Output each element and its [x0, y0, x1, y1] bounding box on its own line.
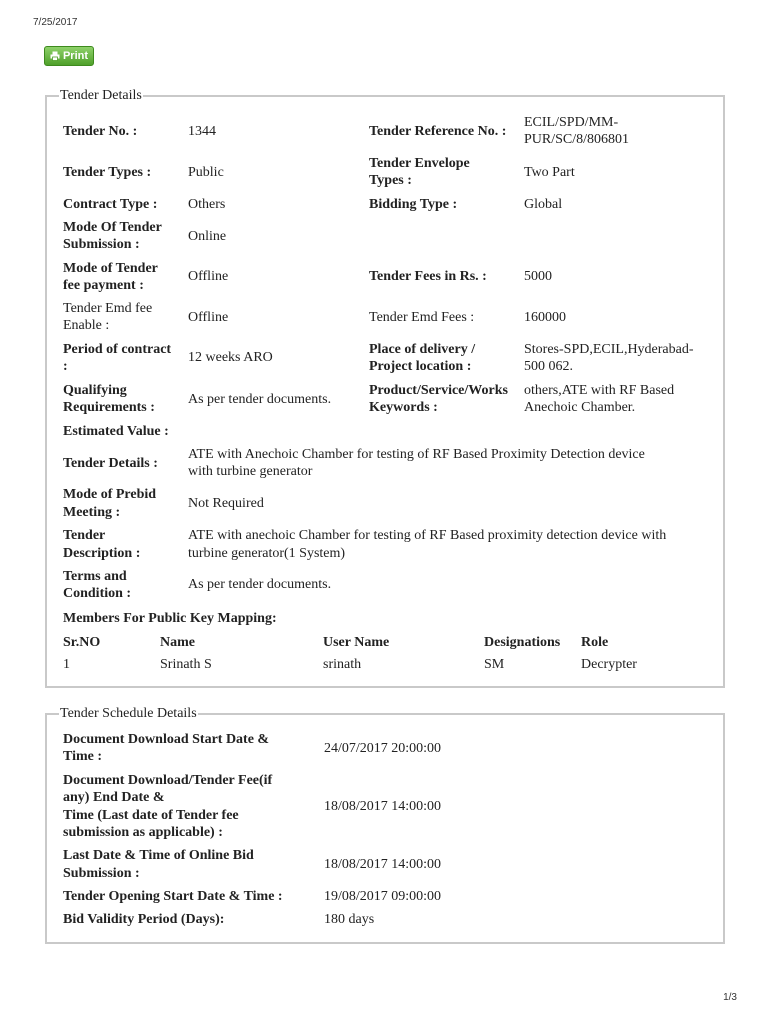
emd-enable-label-1: Tender Emd fee: [63, 301, 153, 316]
description-label-1: Tender: [63, 528, 106, 543]
keywords-value-1: others,ATE with RF Based: [524, 383, 675, 398]
mode-submission-label-2: Submission :: [63, 237, 140, 252]
delivery-label-2: Project location :: [369, 359, 472, 374]
tender-no-label: Tender No. :: [63, 124, 138, 139]
bidding-type-value: Global: [524, 197, 563, 212]
members-header-srno: Sr.NO: [63, 635, 101, 650]
members-cell-name: Srinath S: [160, 657, 212, 672]
emd-enable-value: Offline: [188, 310, 229, 325]
emd-enable-label-2: Enable :: [63, 318, 110, 333]
terms-value: As per tender documents.: [188, 577, 332, 592]
bid-end-value: 18/08/2017 14:00:00: [324, 857, 442, 872]
keywords-label-2: Keywords :: [369, 400, 438, 415]
period-label-2: :: [63, 359, 68, 374]
opening-value: 19/08/2017 09:00:00: [324, 889, 442, 904]
print-button[interactable]: [44, 46, 94, 66]
mode-submission-label-1: Mode Of Tender: [63, 220, 162, 235]
print-button-label: Print: [62, 50, 89, 62]
keywords-value-2: Anechoic Chamber.: [524, 400, 636, 415]
description-value-1: ATE with anechoic Chamber for testing of RF Based proximity detection device with: [188, 528, 667, 543]
envelope-label-2: Types :: [369, 173, 412, 188]
doc-end-value: 18/08/2017 14:00:00: [324, 799, 442, 814]
period-label-1: Period of contract: [63, 342, 172, 357]
members-header-name: Name: [160, 635, 195, 650]
tender-ref-label: Tender Reference No. :: [369, 124, 507, 139]
keywords-label-1: Product/Service/Works: [369, 383, 508, 398]
doc-start-label-1: Document Download Start Date &: [63, 732, 270, 747]
members-header-designations: Designations: [484, 635, 561, 650]
prebid-label-1: Mode of Prebid: [63, 487, 157, 502]
qualifying-value: As per tender documents.: [188, 392, 332, 407]
members-header-role: Role: [581, 635, 609, 650]
mode-submission-value: Online: [188, 229, 227, 244]
details-value-1: ATE with Anechoic Chamber for testing of RF Based Proximity Detection device: [188, 447, 645, 462]
tender-types-label: Tender Types :: [63, 165, 152, 180]
members-cell-designation: SM: [484, 657, 505, 672]
envelope-value: Two Part: [524, 165, 575, 180]
print-date: 7/25/2017: [33, 17, 78, 28]
doc-start-value: 24/07/2017 20:00:00: [324, 741, 442, 756]
terms-label-1: Terms and: [63, 569, 127, 584]
tender-ref-value-2: PUR/SC/8/806801: [524, 132, 630, 147]
tender-schedule-legend: Tender Schedule Details: [60, 706, 197, 721]
fee-payment-label-2: fee payment :: [63, 278, 144, 293]
validity-value: 180 days: [324, 912, 375, 927]
members-cell-role: Decrypter: [581, 657, 637, 672]
details-value-2: with turbine generator: [188, 464, 313, 479]
doc-end-label-1: Document Download/Tender Fee(if: [63, 773, 273, 788]
doc-end-label-3: Time (Last date of Tender fee: [63, 808, 239, 823]
description-label-2: Description :: [63, 546, 141, 561]
members-cell-srno: 1: [63, 657, 70, 672]
period-value: 12 weeks ARO: [188, 350, 273, 365]
members-header-username: User Name: [323, 635, 390, 650]
envelope-label-1: Tender Envelope: [369, 156, 470, 171]
delivery-value-1: Stores-SPD,ECIL,Hyderabad-: [524, 342, 694, 357]
doc-end-label-4: submission as applicable) :: [63, 825, 223, 840]
estimated-value-label: Estimated Value :: [63, 424, 169, 439]
tender-details-legend: Tender Details: [60, 88, 142, 103]
emd-fees-value: 160000: [524, 310, 566, 325]
bid-end-label-1: Last Date & Time of Online Bid: [63, 848, 254, 863]
prebid-value: Not Required: [188, 496, 264, 511]
description-value-2: turbine generator(1 System): [188, 546, 346, 561]
terms-label-2: Condition :: [63, 586, 132, 601]
bidding-type-label: Bidding Type :: [369, 197, 458, 212]
doc-start-label-2: Time :: [63, 749, 103, 764]
bid-end-label-2: Submission :: [63, 866, 140, 881]
prebid-label-2: Meeting :: [63, 505, 121, 520]
members-title: Members For Public Key Mapping:: [63, 611, 277, 626]
contract-type-value: Others: [188, 197, 226, 212]
tender-no-value: 1344: [188, 124, 216, 139]
delivery-label-1: Place of delivery /: [369, 342, 476, 357]
fee-payment-label-1: Mode of Tender: [63, 261, 158, 276]
printer-icon: [50, 51, 60, 61]
tender-fees-value: 5000: [524, 269, 552, 284]
page-number: 1/3: [723, 992, 737, 1003]
members-cell-username: srinath: [323, 657, 362, 672]
emd-fees-label: Tender Emd Fees :: [369, 310, 475, 325]
delivery-value-2: 500 062.: [524, 359, 573, 374]
details-label: Tender Details :: [63, 456, 158, 471]
validity-label: Bid Validity Period (Days):: [63, 912, 225, 927]
opening-label: Tender Opening Start Date & Time :: [63, 889, 283, 904]
doc-end-label-2: any) End Date &: [63, 790, 165, 805]
tender-fees-label: Tender Fees in Rs. :: [369, 269, 487, 284]
tender-types-value: Public: [188, 165, 224, 180]
tender-ref-value-1: ECIL/SPD/MM-: [524, 115, 619, 130]
contract-type-label: Contract Type :: [63, 197, 158, 212]
fee-payment-value: Offline: [188, 269, 229, 284]
qualifying-label-2: Requirements :: [63, 400, 155, 415]
qualifying-label-1: Qualifying: [63, 383, 127, 398]
